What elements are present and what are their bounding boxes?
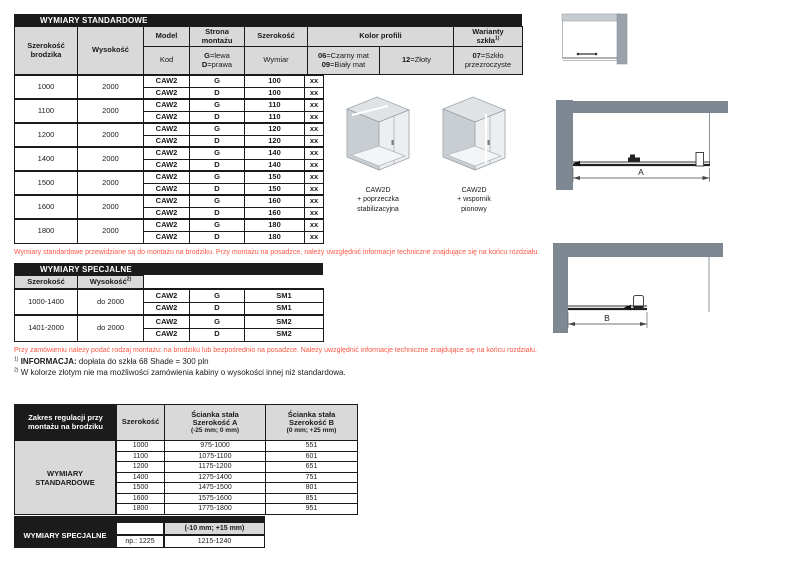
width-range-cell: 1000-1400 bbox=[15, 289, 78, 315]
range-b-cell: 751 bbox=[266, 472, 358, 483]
width-cell: 1000 bbox=[117, 441, 165, 452]
model-cell: CAW2 bbox=[144, 123, 190, 135]
header-model: Model bbox=[144, 27, 190, 47]
table-row bbox=[117, 483, 358, 494]
model-cell: CAW2 bbox=[144, 147, 190, 159]
color-06: 06 bbox=[317, 51, 327, 61]
special-table-header bbox=[14, 275, 144, 289]
dim-arrow-right bbox=[640, 322, 647, 326]
range-b-cell: 851 bbox=[266, 493, 358, 504]
header-kolor-profili: Kolor profili bbox=[308, 27, 454, 47]
dim-cell: 110 bbox=[245, 99, 305, 111]
header-szerokosc: Szerokość bbox=[15, 276, 78, 289]
range-a-cell: 1775-1800 bbox=[165, 504, 266, 515]
header-kod: Kod bbox=[144, 47, 190, 75]
adjustment-table-body bbox=[14, 440, 358, 515]
range-a-cell: 1275-1400 bbox=[165, 472, 266, 483]
special-range-row bbox=[116, 522, 265, 535]
model-cell: CAW2 bbox=[144, 159, 190, 171]
standard-rows bbox=[15, 75, 324, 243]
side-wall bbox=[556, 100, 573, 190]
header-warianty-szkla bbox=[454, 27, 523, 47]
range-b-cell: 951 bbox=[266, 504, 358, 515]
side-cell: D bbox=[190, 328, 245, 341]
height-cell: do 2000 bbox=[78, 289, 144, 315]
width-cell: 1100 bbox=[117, 451, 165, 462]
header-scianka-a bbox=[165, 405, 266, 441]
side-cell: D bbox=[190, 135, 245, 147]
code-cell: xx bbox=[305, 231, 324, 243]
code-cell: xx bbox=[305, 99, 324, 111]
table-row bbox=[117, 504, 358, 515]
warianty-line2: szkła bbox=[476, 35, 495, 45]
header-scianka-b bbox=[266, 405, 358, 441]
dim-cell: 140 bbox=[245, 159, 305, 171]
model-cell: CAW2 bbox=[144, 183, 190, 195]
side-cell: G bbox=[190, 147, 245, 159]
height-cell: 2000 bbox=[78, 99, 144, 123]
dim-arrow-left bbox=[573, 176, 580, 180]
range-a-cell: 975-1000 bbox=[165, 441, 266, 452]
height-cell: 2000 bbox=[78, 219, 144, 243]
wysokosc-footnote-mark: 2) bbox=[126, 276, 132, 283]
code-cell: xx bbox=[305, 219, 324, 231]
glass-07-label: =Szkło bbox=[480, 51, 504, 61]
shower-enclosure-illustration-left bbox=[341, 90, 415, 184]
special-rows bbox=[15, 289, 324, 341]
special-table-title: WYMIARY SPECJALNE bbox=[40, 264, 132, 274]
model-cell: CAW2 bbox=[144, 87, 190, 99]
adjustment-table-header bbox=[14, 404, 358, 441]
table-row bbox=[15, 147, 324, 159]
col-a-line3: (-25 mm; 0 mm) bbox=[190, 427, 240, 435]
door-handle bbox=[628, 158, 640, 162]
dim-arrow-right bbox=[703, 176, 710, 180]
caption-line3: pionowy bbox=[461, 205, 487, 213]
model-cell: CAW2 bbox=[144, 219, 190, 231]
side-cell: G bbox=[190, 315, 245, 328]
dim-label-b: B bbox=[604, 313, 610, 323]
width-cell: 1600 bbox=[15, 195, 78, 219]
col-b-line3: (0 mm; +25 mm) bbox=[286, 427, 337, 435]
height-cell: 2000 bbox=[78, 123, 144, 147]
footnote-1-bold: INFORMACJA: bbox=[20, 357, 77, 366]
side-cell: D bbox=[190, 87, 245, 99]
adjustment-special-section bbox=[14, 522, 265, 548]
col-b-line1: Ścianka stała bbox=[287, 409, 336, 419]
width-range-cell: 1401-2000 bbox=[15, 315, 78, 341]
table-row bbox=[15, 75, 324, 87]
wysokosc-label: Wysokość bbox=[89, 276, 127, 286]
side-cell: G bbox=[190, 75, 245, 87]
back-wall bbox=[553, 243, 723, 257]
footnote-2-mark: 2) bbox=[14, 367, 19, 374]
model-cell: CAW2 bbox=[144, 315, 190, 328]
color-06-label: =Czarny mat bbox=[326, 51, 370, 61]
header-szerokosc-brodzika: Szerokość brodzika bbox=[15, 27, 78, 75]
footnote-1-mark: 1) bbox=[14, 356, 19, 363]
std-label-line2: STANDARDOWE bbox=[35, 477, 95, 487]
side-g: G bbox=[204, 51, 211, 61]
special-example-row bbox=[116, 535, 265, 548]
color-09-label: =Biały mat bbox=[330, 59, 366, 69]
special-table-title-bar bbox=[14, 263, 323, 275]
handle-base bbox=[634, 306, 643, 310]
width-cell: 1800 bbox=[15, 219, 78, 243]
col-a-line1: Ścianka stała bbox=[191, 409, 239, 419]
footnotes bbox=[14, 357, 574, 379]
width-cell: 1100 bbox=[15, 99, 78, 123]
range-b-cell: 801 bbox=[266, 483, 358, 494]
dim-cell: SM1 bbox=[245, 289, 324, 302]
handle-dot-left bbox=[577, 53, 580, 56]
side-cell: G bbox=[190, 195, 245, 207]
col-a-line2: Szerokość A bbox=[192, 417, 238, 427]
side-cell: D bbox=[190, 183, 245, 195]
height-cell: 2000 bbox=[78, 195, 144, 219]
side-cell: D bbox=[190, 159, 245, 171]
height-cell: 2000 bbox=[78, 75, 144, 99]
door-handle bbox=[488, 140, 490, 145]
glass-07: 07 bbox=[472, 51, 481, 61]
table-row bbox=[15, 99, 324, 111]
model-cell: CAW2 bbox=[144, 302, 190, 315]
standard-rows-label bbox=[14, 440, 116, 515]
special-rows-label: WYMIARY SPECJALNE bbox=[14, 522, 116, 548]
dim-cell: 100 bbox=[245, 75, 305, 87]
footnote-2-text: W kolorze złotym nie ma możliwości zamówienia kabiny o wysokości innej niż standardowa. bbox=[20, 367, 346, 377]
code-cell: xx bbox=[305, 147, 324, 159]
illustration-right-caption bbox=[430, 186, 518, 214]
code-cell: xx bbox=[305, 207, 324, 219]
empty-cell bbox=[116, 522, 164, 535]
example-range-cell: 1215-1240 bbox=[164, 535, 265, 548]
width-cell: 1800 bbox=[117, 504, 165, 515]
standard-table-header bbox=[14, 26, 523, 75]
glass-07-label2: przezroczyste bbox=[464, 59, 512, 69]
model-cell: CAW2 bbox=[144, 171, 190, 183]
special-note: Przy zamówieniu należy podać rodzaj montażu: na brodziku lub bezpośrednio na posadzce. Należy uwzględnić informacje techniczne znajdujące się na końcu rozdziału. bbox=[14, 347, 537, 354]
special-rows-cells bbox=[116, 522, 265, 548]
footnote-1 bbox=[14, 357, 574, 368]
caption-line2: + wspornik bbox=[457, 196, 491, 204]
illustration-left-caption bbox=[334, 186, 422, 214]
right-wall bbox=[617, 14, 627, 64]
width-cell: 1000 bbox=[15, 75, 78, 99]
height-cell: do 2000 bbox=[78, 315, 144, 341]
caption-line2: + poprzeczka bbox=[357, 196, 399, 204]
side-d-label: =prawa bbox=[207, 59, 233, 69]
header-wymiar: Wymiar bbox=[245, 47, 308, 75]
dim-cell: 120 bbox=[245, 135, 305, 147]
code-cell: xx bbox=[305, 183, 324, 195]
door-handle-tab bbox=[630, 155, 635, 158]
col-b-line2: Szerokość B bbox=[288, 417, 335, 427]
plan-view-icon bbox=[556, 11, 630, 67]
model-cell: CAW2 bbox=[144, 328, 190, 341]
footnote-2 bbox=[14, 368, 574, 379]
back-wall bbox=[556, 101, 728, 113]
model-cell: CAW2 bbox=[144, 111, 190, 123]
table-row bbox=[15, 195, 324, 207]
color-12-label: =Złoty bbox=[410, 55, 431, 65]
range-a-cell: 1075-1100 bbox=[165, 451, 266, 462]
header-color-codes-2 bbox=[380, 47, 454, 75]
range-b-cell: 551 bbox=[266, 441, 358, 452]
model-cell: CAW2 bbox=[144, 99, 190, 111]
door-handle bbox=[392, 140, 394, 145]
std-label-line1: WYMIARY bbox=[47, 468, 83, 478]
code-cell: xx bbox=[305, 159, 324, 171]
handle-dot-right bbox=[595, 53, 598, 56]
code-cell: xx bbox=[305, 75, 324, 87]
range-b-cell: 601 bbox=[266, 451, 358, 462]
caption-line1: CAW2D bbox=[461, 187, 487, 194]
dim-cell: 120 bbox=[245, 123, 305, 135]
dim-cell: SM1 bbox=[245, 302, 324, 315]
dim-cell: 100 bbox=[245, 87, 305, 99]
shower-enclosure-illustration-right bbox=[437, 90, 511, 184]
side-d: D bbox=[201, 59, 208, 69]
code-cell: xx bbox=[305, 171, 324, 183]
dim-cell: 160 bbox=[245, 195, 305, 207]
top-wall bbox=[562, 14, 620, 21]
code-cell: xx bbox=[305, 135, 324, 147]
model-cell: CAW2 bbox=[144, 195, 190, 207]
special-table-body bbox=[14, 288, 324, 342]
header-strona-montazu: Strona montażu bbox=[190, 27, 245, 47]
adjustment-rows-table bbox=[116, 440, 358, 515]
width-cell: 1200 bbox=[117, 462, 165, 473]
dim-cell: 140 bbox=[245, 147, 305, 159]
range-b-cell: 651 bbox=[266, 462, 358, 473]
side-cell: G bbox=[190, 219, 245, 231]
label-line1: Zakres regulacji przy bbox=[28, 413, 103, 423]
code-cell: xx bbox=[305, 123, 324, 135]
dim-cell: 150 bbox=[245, 183, 305, 195]
caption-line1: CAW2D bbox=[365, 187, 391, 194]
header-glass-variant bbox=[454, 47, 523, 75]
header-szerokosc: Szerokość bbox=[245, 27, 308, 47]
side-cell: D bbox=[190, 207, 245, 219]
warianty-line1: Warianty bbox=[472, 27, 504, 37]
adjustment-rows bbox=[117, 441, 358, 515]
code-cell: xx bbox=[305, 87, 324, 99]
dim-cell: 150 bbox=[245, 171, 305, 183]
table-row bbox=[117, 462, 358, 473]
dim-cell: SM2 bbox=[245, 328, 324, 341]
standard-table-title: WYMIARY STANDARDOWE bbox=[40, 15, 148, 25]
table-row bbox=[117, 441, 358, 452]
table-row bbox=[117, 451, 358, 462]
range-a-cell: 1475-1500 bbox=[165, 483, 266, 494]
range-a-cell: 1575-1600 bbox=[165, 493, 266, 504]
footnote-1-text: dopłata do szkła 68 Shade = 300 pln bbox=[78, 357, 209, 366]
table-row bbox=[15, 171, 324, 183]
side-cell: D bbox=[190, 111, 245, 123]
code-cell: xx bbox=[305, 195, 324, 207]
example-width-cell: np.: 1225 bbox=[116, 535, 164, 548]
header-color-codes-1 bbox=[308, 47, 380, 75]
dim-label-a: A bbox=[638, 167, 644, 177]
side-cell: D bbox=[190, 302, 245, 315]
table-row bbox=[15, 219, 324, 231]
model-cell: CAW2 bbox=[144, 289, 190, 302]
model-cell: CAW2 bbox=[144, 75, 190, 87]
table-row bbox=[15, 289, 324, 302]
height-cell: 2000 bbox=[78, 171, 144, 195]
adjustment-header-label bbox=[15, 405, 117, 441]
width-cell: 1500 bbox=[117, 483, 165, 494]
side-cell: G bbox=[190, 123, 245, 135]
standard-note: Wymiary standardowe przewidziane są do montażu na brodziku. Przy montażu na posadzce, należy uwzględnić informacje techniczne znajdujące się na końcu rozdziału. bbox=[14, 249, 540, 256]
table-row bbox=[15, 123, 324, 135]
technical-drawing-a bbox=[546, 94, 800, 194]
standard-table-body bbox=[14, 74, 324, 244]
warianty-footnote-mark: 1) bbox=[494, 35, 500, 41]
header-strona-values bbox=[190, 47, 245, 75]
color-09: 09 bbox=[321, 59, 331, 69]
side-g-label: =lewa bbox=[210, 51, 230, 61]
model-cell: CAW2 bbox=[144, 135, 190, 147]
technical-drawing-b bbox=[546, 238, 800, 338]
header-wysokosc bbox=[78, 276, 144, 289]
table-row bbox=[117, 472, 358, 483]
dim-cell: 110 bbox=[245, 111, 305, 123]
range-a-cell: 1175-1200 bbox=[165, 462, 266, 473]
label-line2: montażu na brodziku bbox=[28, 421, 103, 431]
model-cell: CAW2 bbox=[144, 207, 190, 219]
dim-cell: SM2 bbox=[245, 315, 324, 328]
dim-cell: 180 bbox=[245, 231, 305, 243]
width-cell: 1600 bbox=[117, 493, 165, 504]
side-cell: G bbox=[190, 289, 245, 302]
header-szerokosc: Szerokość bbox=[117, 405, 165, 441]
dim-cell: 180 bbox=[245, 219, 305, 231]
dim-cell: 160 bbox=[245, 207, 305, 219]
special-range-cell: (-10 mm; +15 mm) bbox=[164, 522, 265, 535]
width-cell: 1200 bbox=[15, 123, 78, 147]
caption-line3: stabilizacyjna bbox=[357, 205, 399, 213]
width-cell: 1500 bbox=[15, 171, 78, 195]
side-cell: D bbox=[190, 231, 245, 243]
header-wysokosc: Wysokość bbox=[78, 27, 144, 75]
height-cell: 2000 bbox=[78, 147, 144, 171]
table-row bbox=[15, 315, 324, 328]
table-row bbox=[117, 493, 358, 504]
side-cell: G bbox=[190, 99, 245, 111]
dim-arrow-left bbox=[568, 322, 575, 326]
model-cell: CAW2 bbox=[144, 231, 190, 243]
code-cell: xx bbox=[305, 111, 324, 123]
width-cell: 1400 bbox=[15, 147, 78, 171]
color-12: 12 bbox=[402, 55, 411, 65]
width-cell: 1400 bbox=[117, 472, 165, 483]
side-cell: G bbox=[190, 171, 245, 183]
support-bracket bbox=[696, 153, 704, 167]
standard-table-title-bar bbox=[14, 14, 522, 26]
